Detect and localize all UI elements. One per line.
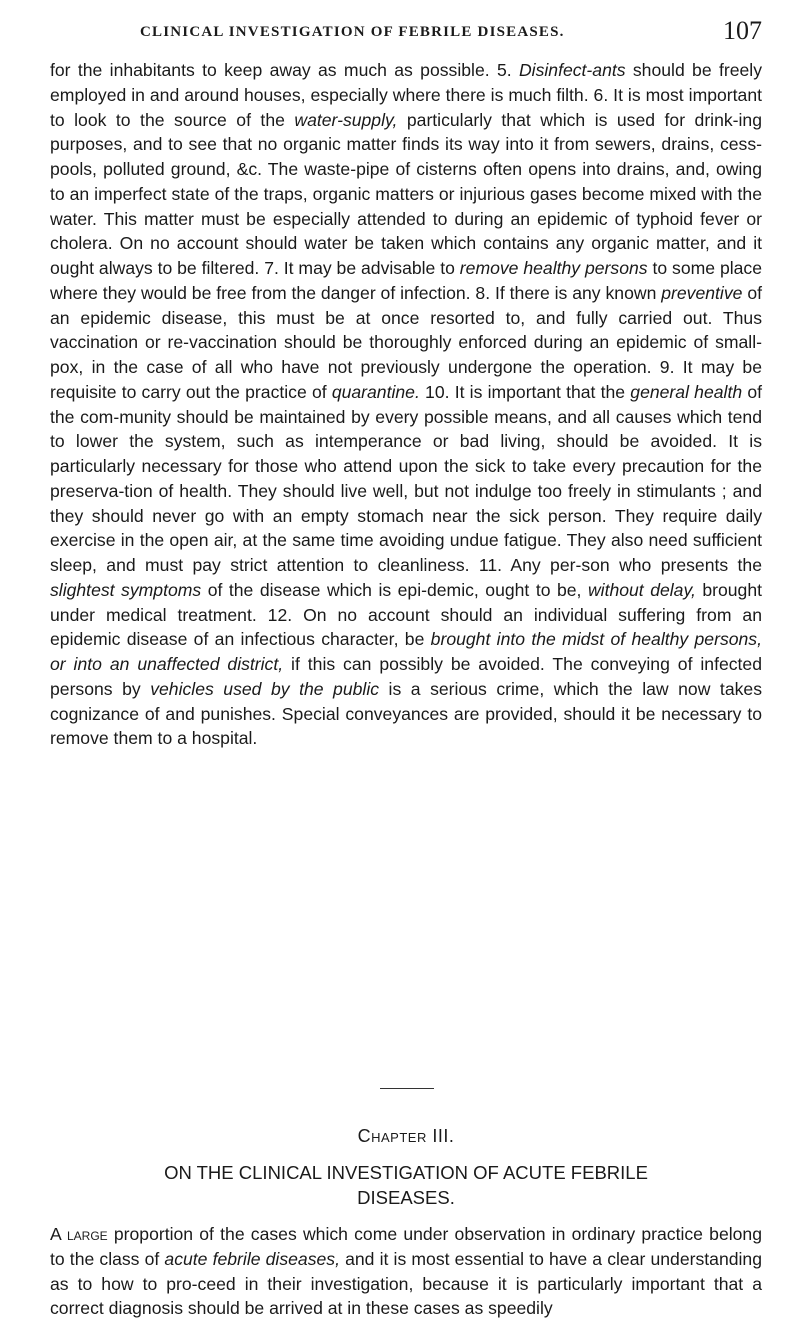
text-run: is a serious crime, which the law now takes cognizance of and punishes. Special conveyances are provided, should it be necessary to remove them to a hospital. — [50, 678, 762, 749]
italic-phrase: quarantine. — [331, 381, 420, 402]
italic-phrase: water-supply, — [294, 109, 398, 130]
text-run: proportion of the cases which come under observation in ordinary practice belong to the class of — [50, 1224, 763, 1269]
text-run: brought under medical treatment. 12. On no account should an individual suffering from an epidemic disease of an infectious character, be — [50, 579, 763, 650]
text-run: particularly that which is used for drink-ing purposes, and to see that no organic matter finds its way into it from sewers, drains, cess-pools, polluted ground, &c. The waste-pipe of cisterns often opens into drains, and, owing to an imperfect state of the traps, organic matters or injurious gases become mixed with the water. This matter must be especially attended to during an epidemic of typhoid fever or cholera. On no account should water be taken which contains any organic matter, and it ought always to be filtered. 7. It may be advisable to — [50, 109, 762, 278]
paragraph — [50, 58, 762, 751]
text-run: of the disease which is epi-demic, ought to be, — [201, 579, 588, 600]
italic-phrase: remove healthy persons — [459, 258, 648, 278]
text-run: and it is most essential to have a clear understanding as to how to pro-ceed in their investigation, because it is particularly important that a correct diagnosis should be arrived at in these cases as speedily — [50, 1248, 762, 1319]
paragraph — [50, 1222, 762, 1321]
chapter-label — [50, 1126, 762, 1147]
section-divider — [380, 1088, 434, 1089]
text-run: should be freely employed in and around houses, especially where there is much filth. 6. It is most important to look to the source of the — [50, 60, 762, 130]
text-run: of the com-munity should be maintained by every possible means, and all causes which tend to lower the system, such as intemperance or bad living, should be avoided. It is particularly necessary for those who attend upon the sick to take every precaution for the preserva-tion of health. They should live well, but not indulge too freely in stimulants ; and they should never go with an empty stomach near the sick person. They require daily exercise in the open air, at the same time avoiding undue fatigue. They also need sufficient sleep, and must pay strict attention to cleanliness. 11. Any per-son who presents the — [50, 381, 762, 575]
text-run: for the inhabitants to keep away as much as possible. 5. — [50, 60, 519, 80]
italic-phrase: acute febrile diseases, — [164, 1248, 340, 1269]
text-run: of an epidemic disease, this must be at once resorted to, and fully carried out. Thus vaccination or re-vaccination should be thoroughly enforced during an epidemic of small-pox, in the case of all who have not previously undergone the operation. 9. It may be requisite to carry out the practice of — [50, 282, 762, 402]
italic-phrase: Disinfect-ants — [518, 60, 626, 80]
body-text-bottom — [50, 1222, 762, 1321]
page-number: 107 — [723, 16, 762, 45]
body-text-top — [50, 58, 762, 751]
chapter-number: Chapter III. — [357, 1126, 455, 1146]
chapter-title-line: ON THE CLINICAL INVESTIGATION OF ACUTE FEBRILE — [164, 1162, 648, 1183]
italic-phrase: without delay, — [587, 579, 696, 600]
running-head: CLINICAL INVESTIGATION OF FEBRILE DISEASES. — [140, 24, 565, 40]
chapter-title-line: DISEASES. — [357, 1187, 455, 1208]
text-run: 10. It is important that the — [419, 381, 631, 402]
italic-phrase: brought into the midst of healthy persons, or into an unaffected district, — [50, 629, 762, 674]
text-run: A — [50, 1224, 67, 1244]
italic-phrase: preventive — [661, 282, 743, 303]
text-run: to some place where they would be free from the danger of infection. 8. If there is any known — [50, 258, 763, 303]
chapter-title — [50, 1160, 762, 1210]
italic-phrase: vehicles used by the public — [150, 678, 380, 699]
small-caps-word: large — [66, 1224, 108, 1244]
italic-phrase: general health — [630, 381, 743, 402]
italic-phrase: slightest symptoms — [50, 579, 202, 600]
page-header — [50, 16, 762, 52]
text-run: if this can possibly be avoided. The conveying of infected persons by — [50, 654, 762, 699]
